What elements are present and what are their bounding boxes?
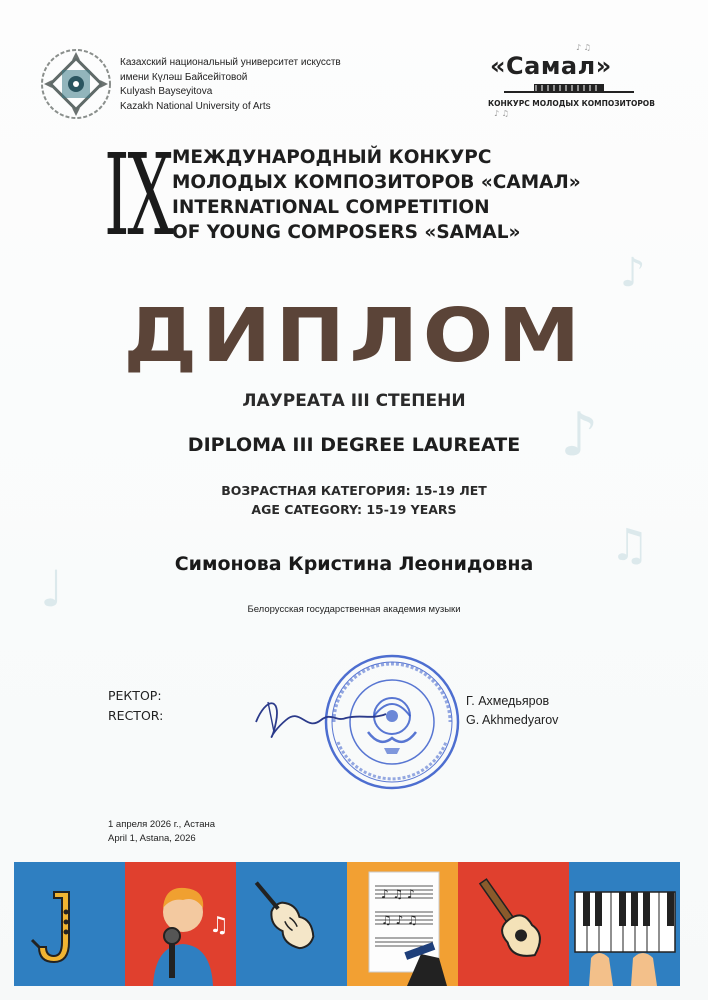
university-emblem-icon [38,46,114,122]
rector-name-ru: Г. Ахмедьяров [466,694,550,708]
competition-title-line: МЕЖДУНАРОДНЫЙ КОНКУРС [172,147,492,168]
violin-icon [236,862,347,986]
piano-tile [569,862,680,986]
samal-logo-subtitle: КОНКУРС МОЛОДЫХ КОМПОЗИТОРОВ [488,99,655,108]
age-category-en: AGE CATEGORY: 15-19 YEARS [251,502,457,517]
laureate-degree-en: DIPLOMA III DEGREE LAUREATE [187,434,521,456]
rector-label [108,686,163,726]
rector-signature-icon [246,692,396,742]
recipient-institution: Белорусская государственная академия музыки [247,604,461,615]
background-note-icon: ♩ [40,560,64,618]
svg-text:♪ ♫ ♪: ♪ ♫ ♪ [381,887,415,901]
university-line: Казахский национальный университет искусств [120,57,341,68]
svg-text:♪ ♫: ♪ ♫ [576,43,591,52]
svg-text:♫ ♪ ♫: ♫ ♪ ♫ [381,913,418,927]
violin-tile [236,862,347,986]
sheet-music-icon [347,862,458,986]
svg-text:♪ ♫: ♪ ♫ [494,109,509,118]
competition-title-line: INTERNATIONAL COMPETITION [172,197,490,218]
singer-tile [125,862,236,986]
rector-label-ru: РЕКТОР: [108,688,162,703]
saxophone-icon [14,862,125,986]
issue-date [108,818,215,846]
issue-date-en: April 1, Astana, 2026 [108,833,196,844]
guitar-tile [458,862,569,986]
instrument-strip [14,862,680,986]
competition-title [172,145,581,245]
rector-name-en: G. Akhmedyarov [466,713,559,727]
rector-label-en: RECTOR: [108,708,164,723]
rector-name [466,692,558,730]
university-line: имени Күләш Байсейітовой [120,71,248,83]
singer-icon [125,862,236,986]
diploma-title: ДИПЛОМ [123,293,585,379]
competition-number: IX [104,131,172,261]
recipient-name: Симонова Кристина Леонидовна [174,553,534,575]
age-category-ru: ВОЗРАСТНАЯ КАТЕГОРИЯ: 15-19 ЛЕТ [221,483,487,498]
guitar-icon [458,862,569,986]
competition-title-line: OF YOUNG COMPOSERS «SAMAL» [172,222,521,243]
sheet-music-tile [347,862,458,986]
samal-logo-title: «Самал» [490,52,612,80]
university-line: Kazakh National University of Arts [120,100,271,112]
svg-text:♫: ♫ [209,913,229,938]
piano-icon [569,862,680,986]
university-name [120,56,341,114]
background-note-icon: ♪ [560,400,599,470]
issue-date-ru: 1 апреля 2026 г., Астана [108,819,216,830]
competition-title-line: МОЛОДЫХ КОМПОЗИТОРОВ «САМАЛ» [172,172,581,193]
saxophone-tile [14,862,125,986]
laureate-degree-ru: ЛАУРЕАТА III СТЕПЕНИ [242,391,466,411]
background-note-icon: ♫ [610,520,650,571]
background-note-icon: ♪ [620,250,646,296]
university-line: Kulyash Bayseyitova [120,86,213,97]
